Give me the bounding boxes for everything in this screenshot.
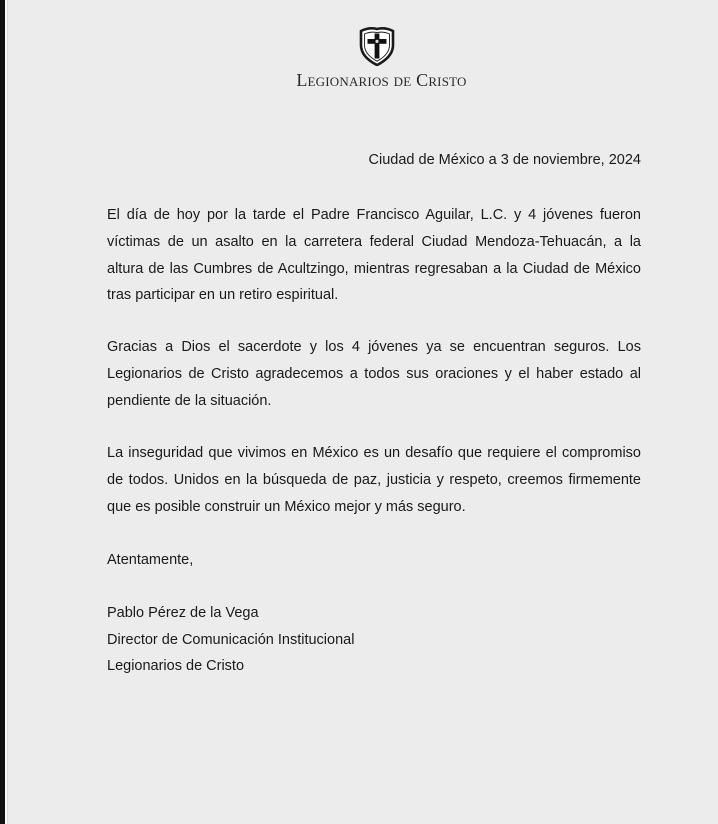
- signer-name: Pablo Pérez de la Vega: [107, 605, 259, 621]
- paragraph-3: La inseguridad que vivimos en México es un desafío que requiere el compromiso de todos. Unidos en la búsqueda de paz, justicia y respeto, creemos firmemente que es posible construir un México mejor y más seguro.: [107, 445, 641, 515]
- date-line: Ciudad de México a 3 de noviembre, 2024: [368, 152, 641, 168]
- closing-salutation: Atentamente,: [107, 552, 194, 568]
- organization-name: Legionarios de Cristo: [296, 70, 467, 90]
- signature-block: [107, 600, 354, 680]
- shield-cross-icon: [355, 26, 399, 66]
- signer-title: Director de Comunicación Institucional: [107, 631, 355, 648]
- paragraph-2: Gracias a Dios el sacerdote y los 4 jóvenes ya se encuentran seguros. Los Legionarios de Cristo agradecemos a todos sus oraciones y el haber estado al pendiente de la situación.: [107, 339, 641, 409]
- paragraph-1: El día de hoy por la tarde el Padre Francisco Aguilar, L.C. y 4 jóvenes fueron víctimas de un asalto en la carretera federal Ciudad Mendoza-Tehuacán, a la altura de las Cumbres de Acultzingo, mientras regresaban a la Ciudad de México tras participar en un retiro espiritual.: [107, 207, 641, 304]
- signer-organization: Legionarios de Cristo: [107, 658, 245, 674]
